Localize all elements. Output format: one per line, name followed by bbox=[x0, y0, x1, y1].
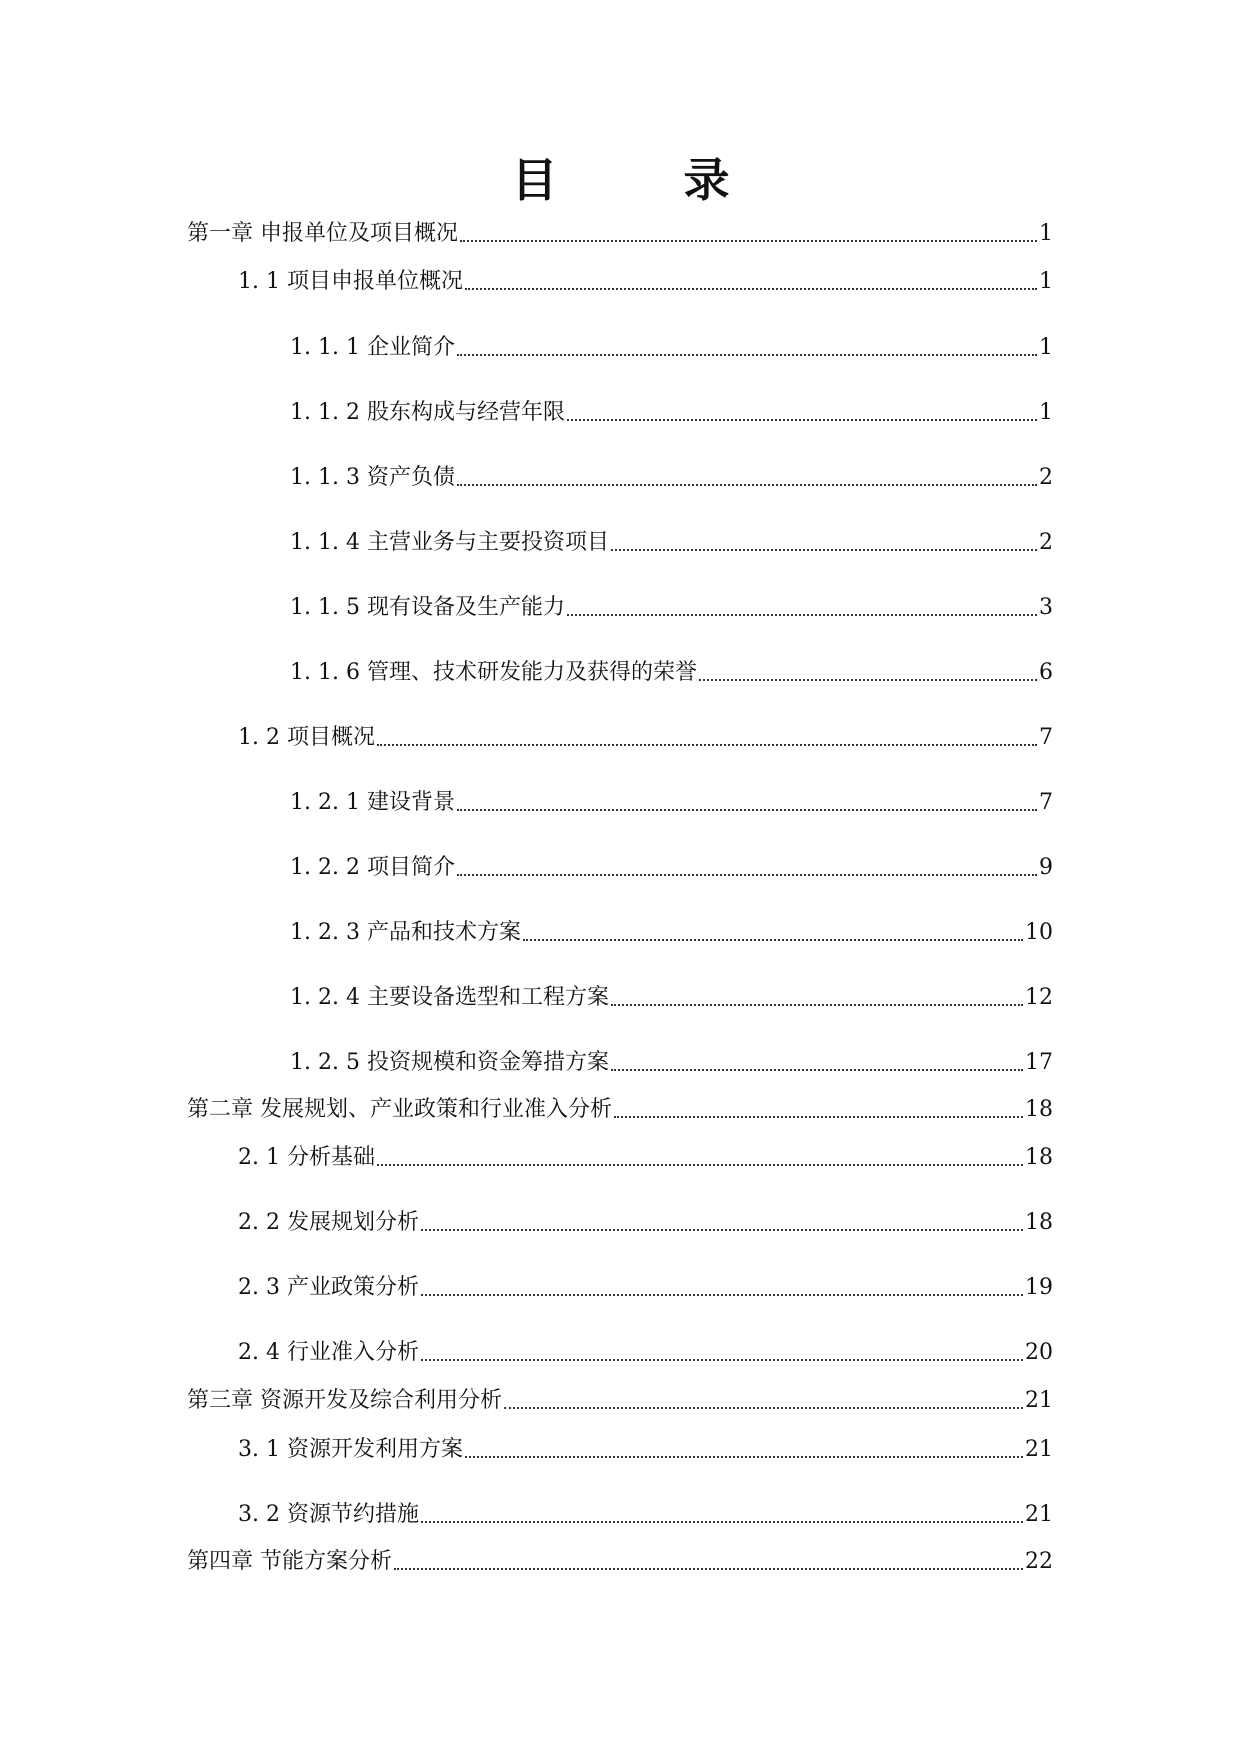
toc-entry[interactable] bbox=[238, 1207, 1053, 1239]
toc-entry-page: 1 bbox=[1039, 335, 1053, 360]
toc-entry-label: 第一章 申报单位及项目概况 bbox=[187, 221, 458, 246]
toc-leader-dots bbox=[465, 288, 1037, 290]
toc-entry[interactable] bbox=[290, 917, 1053, 949]
toc-entry-label: 2. 4 行业准入分析 bbox=[238, 1340, 419, 1365]
toc-entry-label: 1. 1. 1 企业简介 bbox=[290, 335, 455, 360]
toc-entry-label: 1. 2. 4 主要设备选型和工程方案 bbox=[290, 985, 609, 1010]
toc-entry[interactable] bbox=[290, 592, 1053, 624]
toc-entry-label: 2. 3 产业政策分析 bbox=[238, 1275, 419, 1300]
toc-entry-label: 1. 2. 2 项目简介 bbox=[290, 855, 455, 880]
toc-entry-page: 1 bbox=[1039, 400, 1053, 425]
toc-entry[interactable] bbox=[290, 852, 1053, 884]
toc-entry-page: 6 bbox=[1039, 660, 1053, 685]
toc-entry[interactable] bbox=[290, 332, 1053, 364]
toc-entry-page: 3 bbox=[1039, 595, 1053, 620]
toc-entry[interactable] bbox=[290, 657, 1053, 689]
toc-entry-label: 1. 2. 5 投资规模和资金筹措方案 bbox=[290, 1050, 609, 1075]
toc-leader-dots bbox=[421, 1521, 1023, 1523]
toc-entry[interactable] bbox=[238, 1142, 1053, 1174]
toc-entry[interactable] bbox=[238, 1272, 1053, 1304]
toc-entry-label: 1. 1. 5 现有设备及生产能力 bbox=[290, 595, 565, 620]
toc-entry[interactable] bbox=[238, 1337, 1053, 1369]
toc-entry[interactable] bbox=[187, 1094, 1053, 1126]
toc-entry[interactable] bbox=[238, 266, 1053, 298]
toc-entry-page: 12 bbox=[1025, 985, 1053, 1010]
toc-leader-dots bbox=[460, 240, 1037, 242]
toc-entry-page: 20 bbox=[1025, 1340, 1053, 1365]
toc-leader-dots bbox=[614, 1116, 1023, 1118]
toc-leader-dots bbox=[421, 1294, 1023, 1296]
toc-entry-label: 第二章 发展规划、产业政策和行业准入分析 bbox=[187, 1097, 612, 1122]
toc-entry-page: 1 bbox=[1039, 269, 1053, 294]
toc-entry-page: 18 bbox=[1025, 1145, 1053, 1170]
toc-entry-page: 17 bbox=[1025, 1050, 1053, 1075]
toc-leader-dots bbox=[611, 549, 1037, 551]
toc-leader-dots bbox=[421, 1229, 1023, 1231]
toc-entry-label: 2. 1 分析基础 bbox=[238, 1145, 375, 1170]
toc-title: 目 录 bbox=[511, 153, 770, 207]
toc-entry-page: 18 bbox=[1025, 1210, 1053, 1235]
toc-entry-page: 1 bbox=[1039, 221, 1053, 246]
toc-leader-dots bbox=[457, 809, 1037, 811]
toc-entry-label: 1. 2. 1 建设背景 bbox=[290, 790, 455, 815]
toc-entry-page: 22 bbox=[1025, 1549, 1053, 1574]
toc-entry-page: 19 bbox=[1025, 1275, 1053, 1300]
toc-entry-label: 1. 2 项目概况 bbox=[238, 725, 375, 750]
toc-entry-page: 21 bbox=[1025, 1502, 1053, 1527]
toc-entry-page: 7 bbox=[1039, 725, 1053, 750]
toc-entry-page: 18 bbox=[1025, 1097, 1053, 1122]
toc-leader-dots bbox=[611, 1004, 1023, 1006]
toc-entry-page: 21 bbox=[1025, 1437, 1053, 1462]
toc-leader-dots bbox=[567, 614, 1037, 616]
toc-leader-dots bbox=[421, 1359, 1023, 1361]
toc-leader-dots bbox=[611, 1069, 1023, 1071]
toc-entry[interactable] bbox=[187, 1546, 1053, 1578]
toc-leader-dots bbox=[457, 484, 1037, 486]
toc-entry-label: 1. 1. 3 资产负债 bbox=[290, 465, 455, 490]
toc-entry-label: 1. 1. 6 管理、技术研发能力及获得的荣誉 bbox=[290, 660, 697, 685]
toc-entry-label: 第三章 资源开发及综合利用分析 bbox=[187, 1388, 502, 1413]
toc-entry-label: 3. 1 资源开发利用方案 bbox=[238, 1437, 463, 1462]
toc-leader-dots bbox=[699, 679, 1037, 681]
toc-entry-page: 7 bbox=[1039, 790, 1053, 815]
toc-entry-page: 10 bbox=[1025, 920, 1053, 945]
toc-entry[interactable] bbox=[187, 1385, 1053, 1417]
toc-entry-label: 第四章 节能方案分析 bbox=[187, 1549, 392, 1574]
toc-entry-label: 1. 1. 2 股东构成与经营年限 bbox=[290, 400, 565, 425]
toc-entry[interactable] bbox=[238, 1434, 1053, 1466]
toc-leader-dots bbox=[504, 1407, 1023, 1409]
toc-entry-label: 3. 2 资源节约措施 bbox=[238, 1502, 419, 1527]
toc-leader-dots bbox=[377, 744, 1037, 746]
toc-entry-page: 9 bbox=[1039, 855, 1053, 880]
toc-entry-label: 2. 2 发展规划分析 bbox=[238, 1210, 419, 1235]
toc-entry[interactable] bbox=[187, 218, 1053, 250]
toc-entry[interactable] bbox=[290, 462, 1053, 494]
toc-entry-page: 2 bbox=[1039, 465, 1053, 490]
toc-leader-dots bbox=[523, 939, 1023, 941]
toc-entry[interactable] bbox=[290, 397, 1053, 429]
toc-leader-dots bbox=[465, 1456, 1023, 1458]
toc-entry[interactable] bbox=[290, 527, 1053, 559]
toc-entry-label: 1. 1 项目申报单位概况 bbox=[238, 269, 463, 294]
toc-leader-dots bbox=[394, 1568, 1023, 1570]
toc-entry-label: 1. 1. 4 主营业务与主要投资项目 bbox=[290, 530, 609, 555]
toc-entry[interactable] bbox=[238, 722, 1053, 754]
toc-entry[interactable] bbox=[290, 1047, 1053, 1079]
toc-leader-dots bbox=[377, 1164, 1023, 1166]
toc-entry[interactable] bbox=[290, 787, 1053, 819]
toc-leader-dots bbox=[457, 354, 1037, 356]
toc-leader-dots bbox=[457, 874, 1037, 876]
toc-entry-page: 21 bbox=[1025, 1388, 1053, 1413]
toc-entry[interactable] bbox=[238, 1499, 1053, 1531]
toc-entry-page: 2 bbox=[1039, 530, 1053, 555]
toc-leader-dots bbox=[567, 419, 1037, 421]
toc-entry[interactable] bbox=[290, 982, 1053, 1014]
toc-entry-label: 1. 2. 3 产品和技术方案 bbox=[290, 920, 521, 945]
